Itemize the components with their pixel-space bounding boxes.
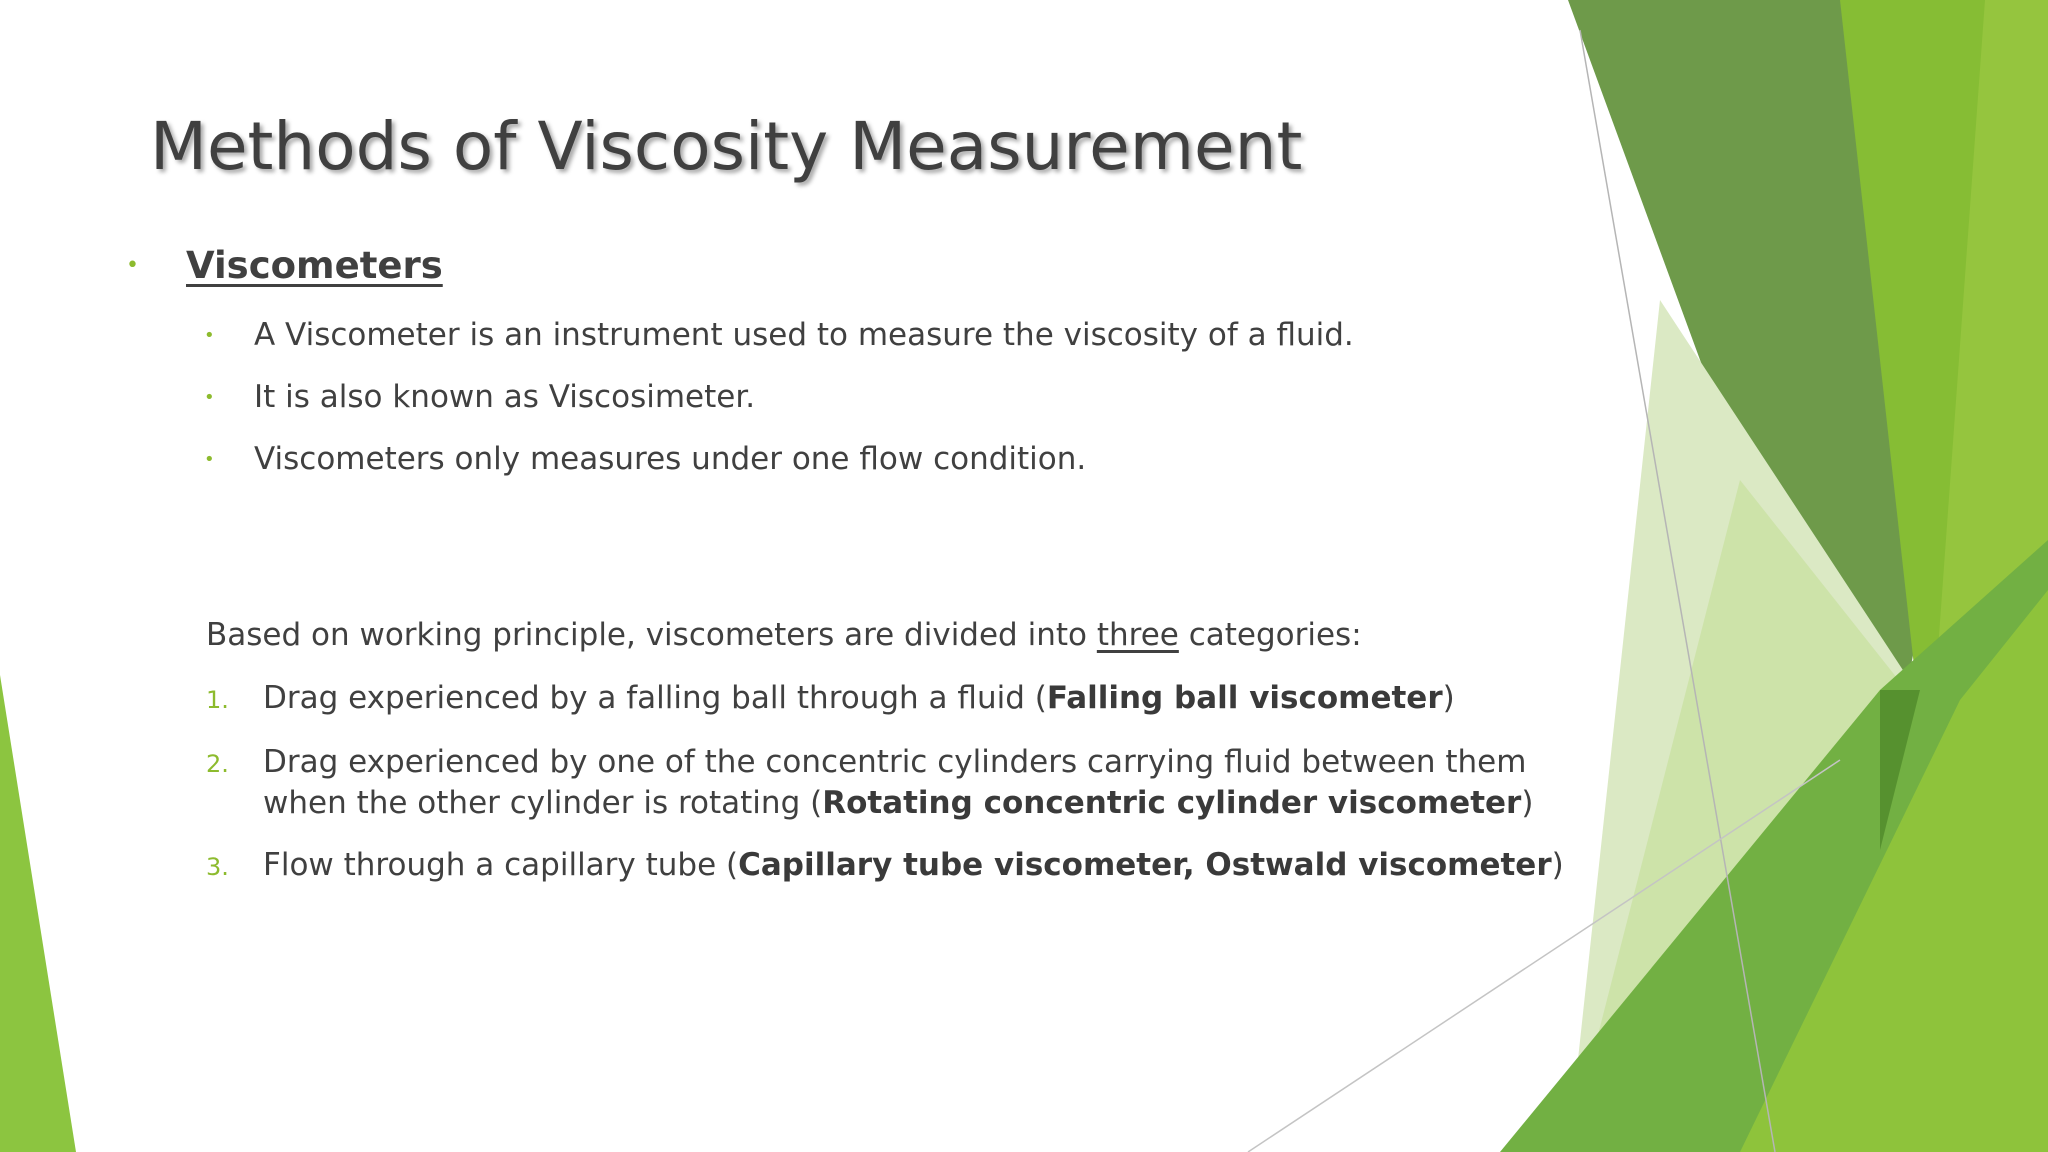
item-text — [263, 845, 1564, 888]
item-text-bold: Capillary tube viscometer, Ostwald viscometer — [738, 847, 1552, 883]
item-text — [263, 742, 1533, 824]
item-text-plain: when the other cylinder is rotating ( — [263, 785, 823, 821]
item-text-end: ) — [1551, 847, 1564, 883]
list-item — [204, 366, 1354, 428]
main-bullet-heading: Viscometers — [186, 243, 443, 287]
item-number: 1. — [206, 686, 229, 714]
categories-list — [206, 678, 1564, 909]
item-number: 3. — [206, 853, 229, 881]
slide-title: Methods of Viscosity Measurement — [150, 108, 1303, 185]
sub-bullet-text: Viscometers only measures under one flow condition. — [254, 441, 1087, 477]
bullet-dot-icon: • — [204, 448, 215, 470]
item-text-bold: Rotating concentric cylinder viscometer — [822, 785, 1522, 821]
bullet-dot-icon: • — [204, 324, 215, 346]
list-item — [206, 742, 1564, 824]
item-text-plain: Drag experienced by a falling ball through a fluid ( — [263, 680, 1047, 716]
main-bullet — [126, 240, 443, 290]
item-text — [263, 678, 1455, 721]
list-item — [206, 678, 1564, 721]
sub-bullet-text: A Viscometer is an instrument used to measure the viscosity of a fluid. — [254, 317, 1354, 353]
sub-bullet-text: It is also known as Viscosimeter. — [254, 379, 756, 415]
item-text-bold: Falling ball viscometer — [1046, 680, 1443, 716]
list-item — [204, 304, 1354, 366]
item-text-plain: Flow through a capillary tube ( — [263, 847, 739, 883]
item-text-end: ) — [1442, 680, 1455, 716]
sub-bullet-list — [204, 304, 1354, 490]
categories-intro — [206, 617, 1362, 653]
item-text-end: ) — [1521, 785, 1534, 821]
item-text-plain: Drag experienced by one of the concentric cylinders carrying fluid between them — [263, 744, 1527, 780]
bullet-dot-icon: • — [126, 252, 139, 278]
intro-text: Based on working principle, viscometers are divided into — [206, 617, 1097, 653]
list-item — [206, 845, 1564, 888]
item-number: 2. — [206, 750, 229, 778]
bullet-dot-icon: • — [204, 386, 215, 408]
intro-text-end: categories: — [1178, 617, 1362, 653]
intro-underlined-word: three — [1096, 617, 1179, 653]
list-item — [204, 428, 1354, 490]
